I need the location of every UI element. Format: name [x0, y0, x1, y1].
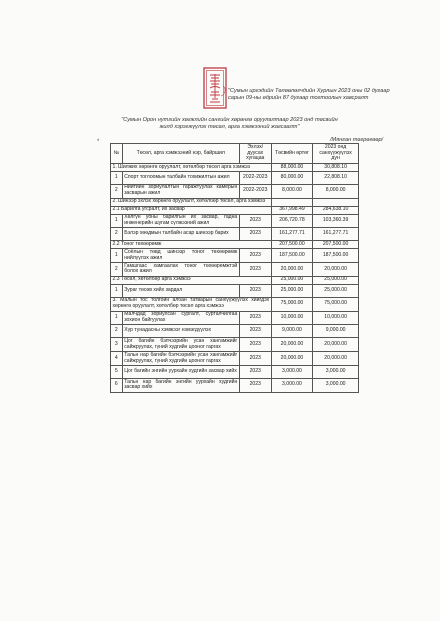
table-row: [111, 311, 359, 325]
project-cost: 3,000.00: [271, 366, 313, 379]
table-row: [111, 284, 359, 297]
project-name: Цог багийн бэлчээрийн усан хангамжийг сайжруулах, гүний худгийн цооног гаргах: [124, 337, 238, 350]
project-funding: 25,000.00: [313, 284, 359, 297]
project-funding: 161,277.71: [313, 228, 359, 241]
project-cost: 20,000.00: [271, 352, 313, 366]
section-label: 2. Шинээр эхлэх хөрөнгө оруулалт, хөтөлбөр төсөл, арга хэмжээ: [111, 198, 272, 206]
investment-table: [110, 143, 359, 393]
row-number: 2: [111, 184, 123, 198]
header-period: Эхлэх/ дуусах хугацаа: [239, 144, 271, 164]
table-row: [111, 352, 359, 366]
table-row: [111, 214, 359, 228]
project-period: 2023: [239, 284, 271, 297]
project-cost: 25,000.00: [271, 284, 313, 297]
project-cost: 3,000.00: [271, 379, 313, 393]
project-funding: 20,000.00: [313, 338, 359, 352]
section-label: 2.2 Тоног төхөөрөмж: [111, 241, 272, 249]
project-funding: 3,000.00: [313, 379, 359, 393]
row-number: 6: [111, 379, 123, 393]
header-funding-2023: 2023 онд санхүүжүүлэх дүн: [313, 144, 359, 164]
table-body: [111, 164, 359, 393]
row-number: 1: [111, 171, 123, 184]
project-period: 2022-2023: [239, 171, 271, 184]
row-number: 2: [111, 325, 123, 338]
project-cost: 80,000.00: [271, 171, 313, 184]
section-label: 2.3 Төсөл, хөтөлбөр арга хэмжээ: [111, 276, 272, 284]
project-period: 2023: [239, 228, 271, 241]
section-cost: [271, 198, 313, 206]
table-row: [111, 379, 359, 393]
project-name: Малчдад зориулсан сургалт, сурталчилгаа зохион байгуулах: [124, 311, 238, 323]
section-cost: 75,000.00: [271, 297, 313, 311]
unit-label: /Мянган төгрөгөөр/: [330, 137, 384, 143]
row-number: 1: [111, 284, 123, 297]
project-period: 2023: [239, 325, 271, 338]
row-number: 4: [111, 352, 123, 366]
project-funding: 3,000.00: [313, 366, 359, 379]
section-cost: 88,000.00: [271, 164, 313, 172]
row-number: 1: [111, 214, 123, 228]
table-row: [111, 171, 359, 184]
project-funding: 20,000.00: [313, 352, 359, 366]
margin-mark: *: [97, 139, 100, 145]
table-row: [111, 249, 359, 263]
project-name: Бэлэр хөөдмын талбайн асар шинээр барих: [122, 228, 239, 241]
section-cost: 367,998.49: [271, 206, 313, 214]
section-row: [111, 241, 359, 249]
section-label: 2.1 Барилга угсралт, их засвар: [111, 206, 272, 214]
row-number: 1: [111, 249, 123, 263]
project-name: Соёлын төвд шинээр тоног төхөөрөмж нийлүүлэх ажил: [124, 248, 238, 261]
section-row: [111, 297, 359, 311]
project-name: Хөлгүн уоны барилгын их засвар, гадна инженерийн шугам сүлжээний ажил: [124, 214, 238, 226]
section-funding: 30,808.10: [313, 164, 359, 172]
project-cost: 9,000.00: [271, 325, 313, 338]
header-project-name: Төсөл, арга хэмжээний нэр, байршил: [122, 144, 239, 164]
project-name: Зураг төсөв хийх зардал: [122, 284, 239, 297]
table-row: [111, 263, 359, 277]
section-funding: 284,638.10: [313, 206, 359, 214]
project-period: 2022-2023: [239, 184, 271, 198]
section-funding: 75,000.00: [313, 297, 359, 311]
project-name: Тальн нар багийн энгийн уурхайн худгийн засвар хийх: [124, 378, 238, 391]
project-name: Спорт тоглоомын талбайн тохижилтын ажил: [122, 171, 239, 184]
header-cost: Төсвийн өртөг: [271, 144, 313, 164]
row-number: 1: [111, 311, 123, 325]
row-number: 5: [111, 366, 123, 379]
official-seal-stamp: [201, 66, 229, 110]
section-funding: 207,500.00: [313, 241, 359, 249]
project-funding: 187,500.00: [313, 249, 359, 263]
project-period: 2023: [239, 214, 271, 228]
document-title: "Сумын Орон нутгийн хөгжлийн сангийн хөрөнгө оруулалтаар 2023 онд төсвийн жилд хэрэгжүүлэх төсөл, арга хэмжээний жагсаалт": [121, 117, 338, 130]
row-number: 2: [111, 228, 123, 241]
table-row: [111, 184, 359, 198]
project-cost: 20,000.00: [271, 263, 313, 277]
project-funding: 20,000.00: [313, 263, 359, 277]
project-funding: 103,360.39: [313, 214, 359, 228]
project-period: 2023: [239, 352, 271, 366]
table-row: [111, 228, 359, 241]
section-funding: 25,000.00: [313, 276, 359, 284]
section-funding: [313, 198, 359, 206]
table-row: [111, 366, 359, 379]
project-cost: 20,000.00: [271, 338, 313, 352]
table-row: [111, 338, 359, 352]
project-cost: 161,277.71: [271, 228, 313, 241]
project-period: 2023: [239, 338, 271, 352]
section-label: 3. Малын тос толгойн албан татварын санхүүжүүлэх хийгдэх хөрөнгө оруулалт, хөтөлбөр төсөл арга хэмжээ: [112, 297, 270, 310]
project-period: 2023: [239, 263, 271, 277]
section-row: [111, 276, 359, 284]
project-cost: 206,720.78: [271, 214, 313, 228]
project-period: 2023: [239, 366, 271, 379]
project-period: 2023: [239, 311, 271, 325]
project-name: Нийтийн зориулалтын гаражтуулах камерын засварын ажил: [124, 184, 238, 197]
project-period: 2023: [239, 379, 271, 393]
section-label: 1. Шилжих хөрөнгө оруулалт, хөтөлбөр төсөл арга хэмжээ: [111, 164, 272, 172]
project-period: 2023: [239, 249, 271, 263]
project-cost: 187,500.00: [271, 249, 313, 263]
section-cost: 207,500.00: [271, 241, 313, 249]
row-number: 3: [111, 338, 123, 352]
project-funding: 8,000.00: [313, 184, 359, 198]
project-name: Цог багийн энгийн уурхайн худгийн засвар хийх: [122, 366, 239, 379]
row-number: 2: [111, 263, 123, 277]
project-name: Гамшгаас хамгаалах тоног төхөөрөмжтэй болох ажил: [124, 262, 238, 275]
project-funding: 9,000.00: [313, 325, 359, 338]
section-row: [111, 164, 359, 172]
project-name: Тальн нар багийн бэлчээрийн усан хангамжийг сайжруулах, гүний худгийн цооног гаргах: [124, 351, 238, 364]
project-cost: 8,000.00: [271, 184, 313, 198]
section-row: [111, 206, 359, 214]
annex-header-note: "Сумын иргэдийн Төлөөлөгчдийн Хурлын 2023 оны 02 дугаар сарын 09-ны өдрийн 87 дугаар тогтоолын хавсралт: [228, 88, 390, 101]
section-row: [111, 198, 359, 206]
table-header-row: [111, 144, 359, 164]
table-row: [111, 325, 359, 338]
project-cost: 10,000.00: [271, 311, 313, 325]
project-funding: 22,808.10: [313, 171, 359, 184]
header-number: №: [111, 144, 123, 164]
project-name: Хүр тунадасны хэмжээг нэмэгдүүлэх: [122, 325, 239, 338]
project-funding: 10,000.00: [313, 311, 359, 325]
section-cost: 25,000.00: [271, 276, 313, 284]
